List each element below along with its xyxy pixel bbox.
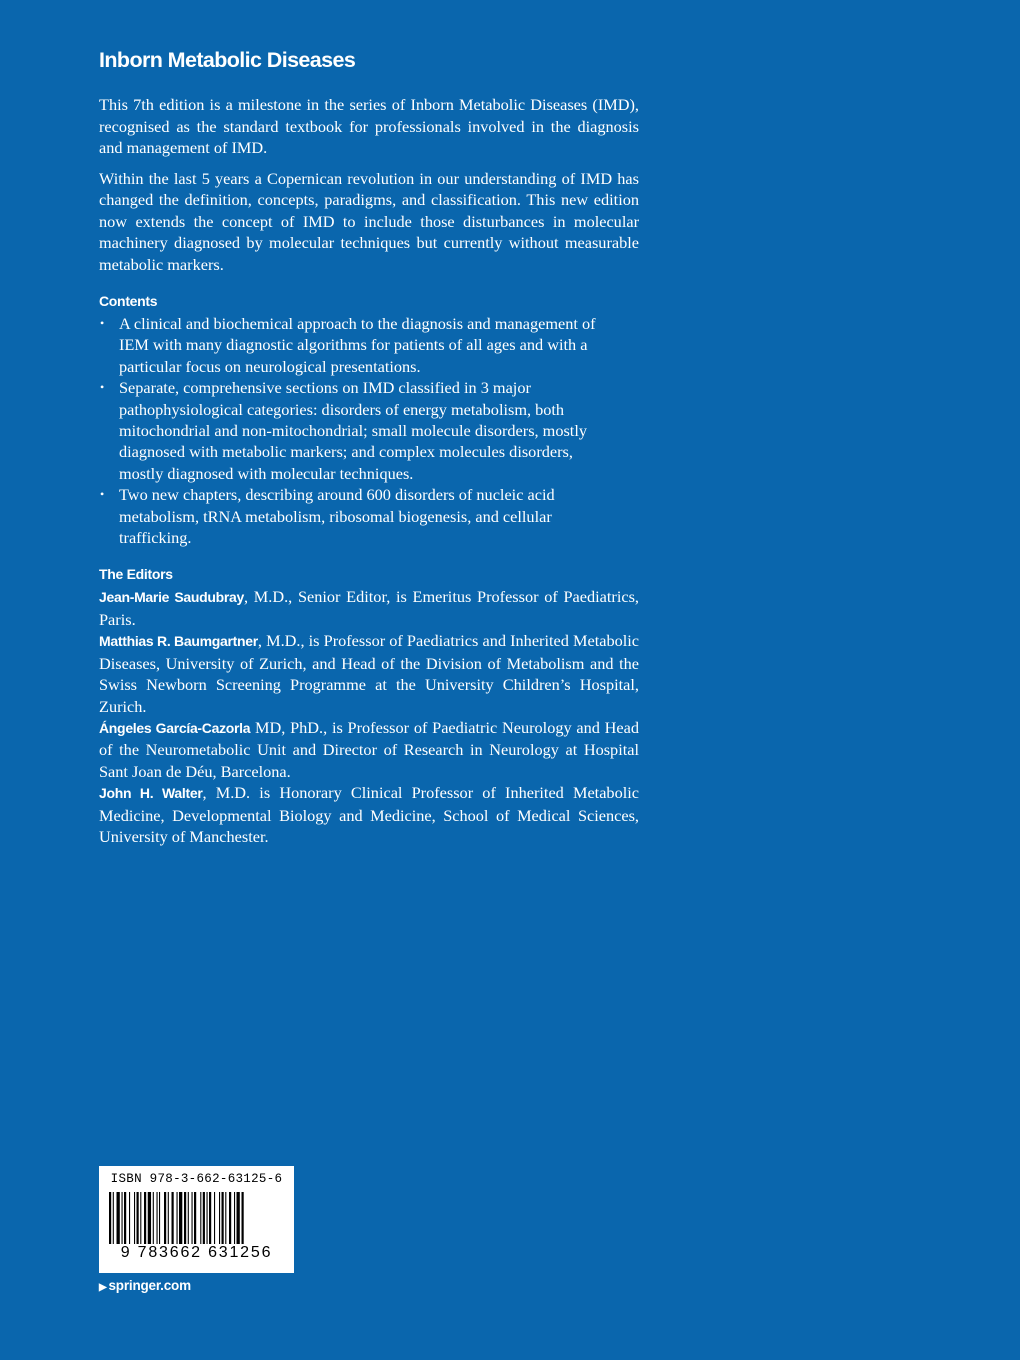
barcode-bar (234, 1192, 235, 1244)
editor-entry (99, 586, 639, 630)
barcode-bar (200, 1192, 201, 1244)
barcode-bar (122, 1192, 123, 1244)
barcode-bar (179, 1192, 182, 1244)
barcode-bar (225, 1192, 226, 1244)
barcode-bar (137, 1192, 139, 1244)
list-item: • Two new chapters, describing around 600 disorders of nucleic acid metabolism, tRNA metabolism, ribosomal biogenesis, and cellular trafficking. (100, 485, 555, 548)
barcode-bar (148, 1192, 151, 1244)
barcode-bar (172, 1192, 174, 1244)
barcode-bar (168, 1192, 169, 1244)
editor-entry (99, 717, 639, 782)
editor-name: Ángeles García-Cazorla (99, 719, 251, 736)
barcode-bar (153, 1192, 154, 1244)
book-title: Inborn Metabolic Diseases (99, 48, 356, 72)
editors-heading: The Editors (99, 566, 173, 583)
barcode-bar (214, 1192, 215, 1244)
barcode-bar (124, 1192, 126, 1244)
bullet-icon: • (100, 380, 105, 395)
editor-description: , M.D., is Professor of Paediatrics and Inherited Metabolic Diseases, University of Zurich, and Head of the Division of Metabolism and the Swiss Newborn Screening Programme at the University Children’s Hospital, Zurich. (99, 631, 640, 716)
contents-heading: Contents (99, 293, 158, 309)
barcode-bar (129, 1192, 130, 1244)
list-item: • A clinical and biochemical approach to the diagnosis and management of IEM with many diagnostic algorithms for patients of all ages and with a particular focus on neurological presentations. (100, 314, 596, 376)
barcode-bar (109, 1192, 111, 1244)
isbn-barcode (99, 1166, 294, 1273)
editor-description: , M.D. is Honorary Clinical Professor of Inherited Metabolic Medicine, Developmental Biology and Medicine, School of Medical Sciences, University of Manchester. (99, 783, 639, 846)
triangle-right-icon: ▶ (99, 1282, 107, 1293)
publisher-link[interactable] (99, 1278, 191, 1293)
barcode-bar (203, 1192, 205, 1244)
editor-entry (99, 630, 639, 717)
barcode-bar (194, 1192, 196, 1244)
back-cover-content (99, 44, 639, 847)
editor-name: Jean-Marie Saudubray (99, 589, 245, 606)
barcode-bar (177, 1192, 178, 1244)
barcode-bar (209, 1192, 211, 1244)
barcode-bar (229, 1192, 231, 1244)
barcode-bar (242, 1192, 244, 1244)
barcode-bar (159, 1192, 160, 1244)
barcode-digits: 9 783662 631256 (120, 1244, 273, 1261)
barcode-bar (157, 1192, 158, 1244)
barcode-bar (117, 1192, 120, 1244)
intro-paragraph-1: This 7th edition is a milestone in the series of Inborn Metabolic Diseases (IMD), recognised as the standard textbook for professionals involved in the diagnosis and management of IMD. (99, 95, 639, 157)
barcode-bar (113, 1192, 114, 1244)
editor-entry (99, 782, 639, 847)
barcode-bar (192, 1192, 193, 1244)
list-item: • Separate, comprehensive sections on IMD classified in 3 major pathophysiological categories: disorders of energy metabolism, both mitochondrial and non-mitochondrial; small molecule disorders, mostly diagnosed with metabolic markers; and complex molecules disorders, mostly diagnosed with molecular techniques. (100, 378, 587, 483)
contents-list (99, 313, 639, 548)
barcode-bar (134, 1192, 135, 1244)
barcode-bar (140, 1192, 141, 1244)
barcode-bar (237, 1192, 240, 1244)
bullet-icon: • (100, 487, 105, 502)
editor-description: , M.D., Senior Editor, is Emeritus Professor of Paediatrics, Paris. (99, 587, 640, 629)
intro-paragraph-2: Within the last 5 years a Copernican revolution in our understanding of IMD has changed the definition, concepts, paradigms, and classification. This new edition now extends the concept of IMD to include those disturbances in molecular machinery diagnosed by molecular techniques but currently without measurable metabolic markers. (99, 168, 639, 274)
editor-description: MD, PhD., is Professor of Paediatric Neurology and Head of the Neurometabolic Unit and Director of Research in Neurology at Hospital Sant Joan de Déu, Barcelona. (99, 717, 639, 781)
barcode-bar (164, 1192, 166, 1244)
publisher-url: springer.com (108, 1278, 191, 1293)
editor-name: Matthias R. Baumgartner (99, 633, 258, 650)
barcode-bar (207, 1192, 208, 1244)
bullet-icon: • (100, 316, 105, 330)
barcode-bar (184, 1192, 186, 1244)
isbn-label: ISBN 978-3-662-63125-6 (110, 1172, 283, 1186)
barcode-bar (219, 1192, 220, 1244)
barcode-bar (222, 1192, 224, 1244)
barcode-bar (188, 1192, 189, 1244)
barcode-bar (144, 1192, 146, 1244)
barcode-bars (109, 1192, 284, 1244)
editor-name: John H. Walter (99, 785, 203, 802)
